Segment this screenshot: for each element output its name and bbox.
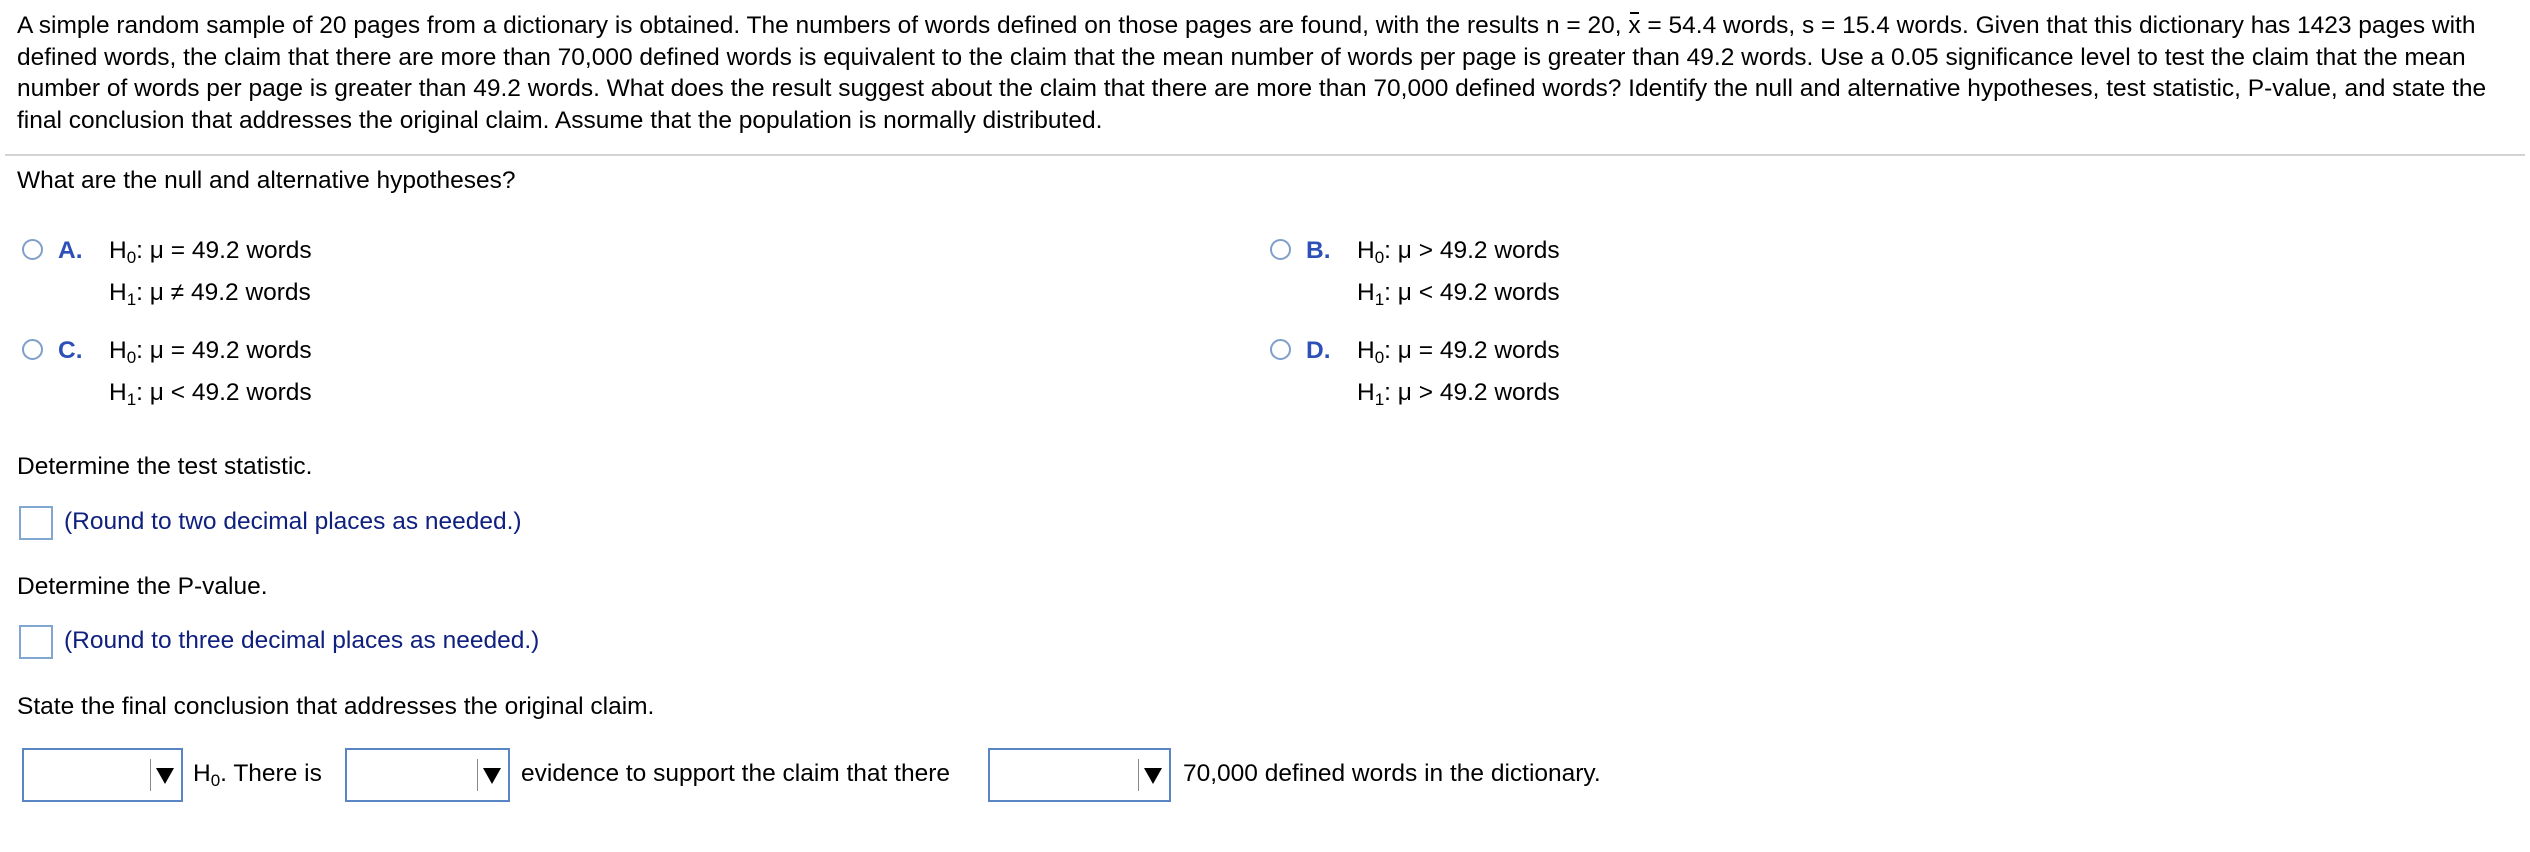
- radio-circle-icon[interactable]: [22, 339, 43, 360]
- triangle-down-icon: [1138, 759, 1166, 791]
- conclusion-null-label: $H_0$. There is: [193, 760, 322, 790]
- option-letter: C.: [58, 337, 83, 364]
- conclusion-text-middle: evidence to support the claim that there: [521, 760, 951, 787]
- x-bar-symbol: x: [1628, 10, 1640, 42]
- alternative-hypothesis: $H_1$: μ > 49.2 words: [1357, 379, 1560, 409]
- radio-circle-icon[interactable]: [1270, 339, 1291, 360]
- option-letter: B.: [1306, 237, 1331, 264]
- evidence-level-dropdown[interactable]: [345, 748, 510, 802]
- p-value-hint: (Round to three decimal places as needed.): [64, 627, 540, 654]
- conclusion-text-end: 70,000 defined words in the dictionary.: [1183, 760, 1601, 787]
- hypotheses-question: What are the null and alternative hypotheses?: [17, 167, 516, 194]
- test-statistic-hint: (Round to two decimal places as needed.): [64, 508, 522, 535]
- alternative-hypothesis: $H_1$: μ ≠ 49.2 words: [109, 279, 311, 309]
- alternative-hypothesis: $H_1$: μ < 49.2 words: [109, 379, 312, 409]
- reject-decision-dropdown[interactable]: [22, 748, 183, 802]
- comparison-dropdown[interactable]: [988, 748, 1171, 802]
- alternative-hypothesis: $H_1$: μ < 49.2 words: [1357, 279, 1560, 309]
- triangle-down-icon: [150, 759, 178, 791]
- option-letter: A.: [58, 237, 83, 264]
- section-divider: [5, 154, 2525, 156]
- null-hypothesis: $H_0$: μ = 49.2 words: [109, 237, 312, 267]
- radio-circle-icon[interactable]: [22, 239, 43, 260]
- triangle-down-icon: [477, 759, 505, 791]
- null-hypothesis: $H_0$: μ = 49.2 words: [1357, 337, 1560, 367]
- problem-text-part2: = 54.4 words, s = 15.4 words. Given that this dictionary has 1423 pages with defined words, the claim that there are more than 70,000 defined words is equivalent to the claim that the mean number of words per page is greater than 49.2 words. Use a 0.05 significance level to test the claim that the mean number of words per page is greater than 49.2 words. What does the result suggest about the claim that there are more than 70,000 defined words? Identify the null and alternative hypotheses, test statistic, P-value, and state the final conclusion that addresses the original claim. Assume that the population is normally distributed.: [17, 12, 2487, 134]
- option-letter: D.: [1306, 337, 1331, 364]
- problem-text-part1: A simple random sample of 20 pages from a dictionary is obtained. The numbers of words defined on those pages are found, with the results n = 20,: [17, 12, 1629, 39]
- problem-statement: [17, 10, 2512, 136]
- test-statistic-input[interactable]: [19, 506, 53, 540]
- p-value-question: Determine the P-value.: [17, 573, 268, 600]
- null-hypothesis: $H_0$: μ > 49.2 words: [1357, 237, 1560, 267]
- conclusion-question: State the final conclusion that addresses the original claim.: [17, 693, 655, 720]
- p-value-input[interactable]: [19, 625, 53, 659]
- null-hypothesis: $H_0$: μ = 49.2 words: [109, 337, 312, 367]
- test-statistic-question: Determine the test statistic.: [17, 453, 313, 480]
- radio-circle-icon[interactable]: [1270, 239, 1291, 260]
